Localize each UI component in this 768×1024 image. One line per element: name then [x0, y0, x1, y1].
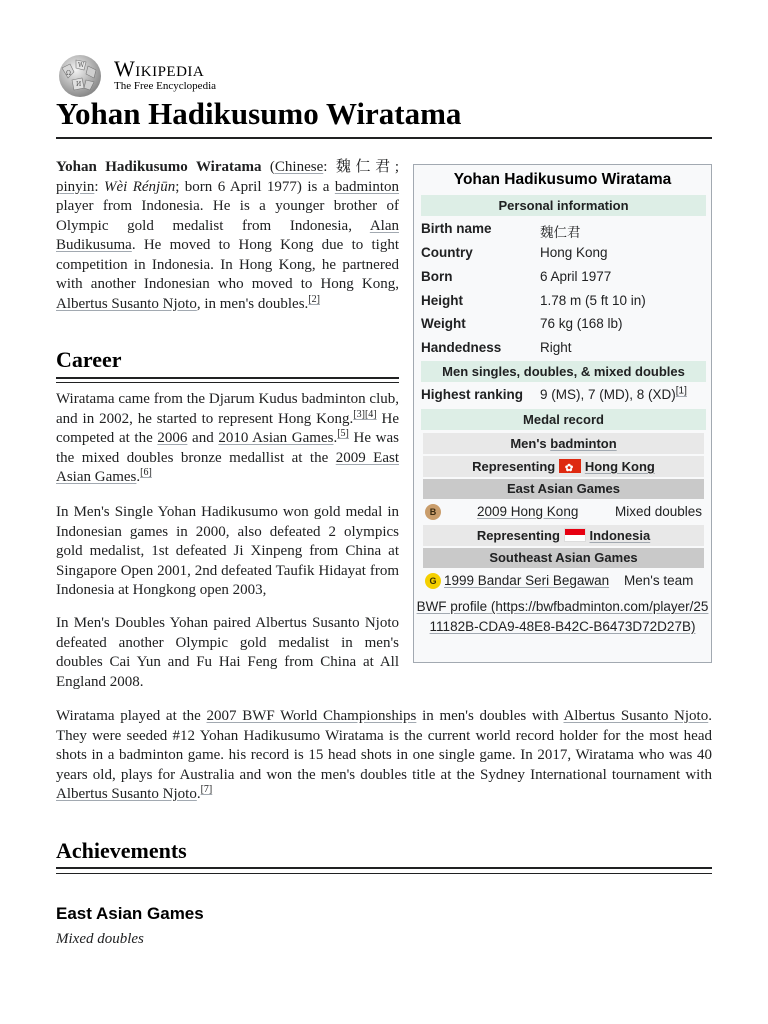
east-asian-games-2009-link[interactable]: 2009 East Asian Games	[56, 449, 399, 485]
infobox-medal-record-section: Medal record	[421, 409, 706, 430]
intro-born-text: ; born 6 April 1977) is a	[175, 178, 335, 195]
medal-category-mens-team: Men's team	[624, 573, 694, 588]
wikipedia-tagline: The Free Encyclopedia	[114, 80, 217, 92]
infobox-personal-section: Personal information	[421, 195, 706, 216]
career-p4-text-1: Wiratama played at the	[56, 708, 207, 724]
bronze-medal-icon: B	[425, 504, 441, 520]
medal-sport-prefix: Men's	[510, 436, 551, 451]
svg-text:W: W	[78, 62, 85, 69]
reference-6[interactable]: [6]	[140, 467, 152, 478]
infobox-label-weight: Weight	[421, 316, 466, 331]
career-text-dot: .	[333, 430, 338, 446]
site-header	[56, 52, 716, 100]
infobox-value-born: 6 April 1977	[540, 269, 612, 284]
rep1-prefix: Representing	[472, 459, 559, 474]
infobox-label-height: Height	[421, 293, 463, 308]
career-paragraph-3: In Men's Doubles Yohan paired Albertus Susanto Njoto defeated another Olympic gold medalist in men's doubles Cai Yun and Fu Hai Feng from China at All England 2008.	[56, 615, 399, 690]
achievements-rule-thin	[56, 873, 712, 874]
infobox-events-section: Men singles, doubles, & mixed doubles	[421, 361, 706, 382]
medal-event-2009-hong-kong-link[interactable]: 2009 Hong Kong	[477, 504, 579, 519]
infobox-value-birth-name: 魏仁君	[540, 225, 581, 240]
reference-4[interactable]: [4]	[364, 408, 377, 420]
infobox-value-ranking	[540, 387, 687, 402]
career-rule	[56, 377, 399, 379]
albertus-njoto-link[interactable]: Albertus Susanto Njoto	[56, 295, 197, 312]
medal-event-1999-bandar-seri-begawan-link[interactable]: 1999 Bandar Seri Begawan	[444, 573, 610, 588]
infobox-label-handedness: Handedness	[421, 340, 502, 355]
bwf-world-championships-2007-link[interactable]: 2007 BWF World Championships	[206, 708, 417, 724]
bwf-profile	[414, 597, 711, 636]
infobox-label-born: Born	[421, 269, 453, 284]
reference-2[interactable]: [2]	[308, 293, 320, 305]
intro-text-3: . He moved to Hong Kong due to tight competition in Indonesia. In Hong Kong, he partnered with another Indonesian who moved to Hong Kong,	[56, 237, 399, 292]
alan-budikusuma-link[interactable]: Alan Budikusuma	[56, 217, 399, 253]
medal-representing-hong-kong	[423, 456, 704, 477]
medal-row-gold	[423, 570, 704, 592]
pinyin-name: Wèi Rénjūn	[103, 178, 176, 195]
career-paragraph-1	[56, 390, 399, 488]
career-p4-text-3: . They were seeded #12 Yohan Hadikusumo Wiratama is the current world record holder for the most head shots in a badminton game. his record is 15 head shots in one single game. In 2017, Wiratama who was 40 years old, plays for Australia and won the men's doubles title at the Sydney International tournament with	[56, 708, 712, 783]
achievements-rule	[56, 867, 712, 869]
reference-3[interactable]: [3]	[353, 408, 365, 420]
infobox-value-country: Hong Kong	[540, 245, 608, 260]
career-paragraph-2: In Men's Single Yohan Hadikusumo won gold medal in Indonesian games in 2000, also defeated 2 olympics gold medalist, 1st defeated Ji Xinpeng from China at Singapore Open 2001, 2nd defeated Taufik Hidayat from Indonesia at Hongkong open 2003,	[56, 504, 399, 598]
svg-text:И: И	[76, 81, 82, 88]
infobox-label-country: Country	[421, 245, 473, 260]
indonesia-flag-icon	[564, 528, 586, 542]
medal-event-southeast-asian-games: Southeast Asian Games	[423, 548, 704, 568]
intro-text-end: , in men's doubles.	[196, 295, 309, 312]
career-heading: Career	[56, 347, 122, 372]
albertus-njoto-link-3[interactable]: Albertus Susanto Njoto	[56, 786, 197, 802]
achievements-heading: Achievements	[56, 838, 187, 863]
infobox-value-handedness: Right	[540, 340, 572, 355]
wikipedia-globe-icon[interactable]	[56, 54, 104, 98]
career-text-and: and	[187, 430, 219, 446]
infobox-value-height: 1.78 m (5 ft 10 in)	[540, 293, 646, 308]
medal-event-east-asian-games: East Asian Games	[423, 479, 704, 499]
infobox-label-birth-name: Birth name	[421, 221, 492, 236]
career-text-dot-2: .	[136, 469, 141, 485]
gold-medal-icon: G	[425, 573, 441, 589]
medal-representing-indonesia	[423, 525, 704, 546]
pinyin-link[interactable]: pinyin	[56, 178, 95, 195]
asian-games-2010-link[interactable]: 2010 Asian Games	[218, 430, 334, 446]
infobox-label-ranking: Highest ranking	[421, 387, 524, 402]
east-asian-games-subheading: East Asian Games	[56, 904, 204, 923]
intro-text-2: player from Indonesia. He is a younger brother of Olympic gold medalist from Indonesia,	[56, 198, 399, 234]
page-title: Yohan Hadikusumo Wiratama	[56, 96, 462, 131]
infobox	[413, 164, 712, 663]
intro-paragraph: Yohan Hadikusumo Wiratama (Chinese: 魏仁君; pinyin: Wèi Rénjūn; born 6 April 1977) is a badminton player from Indonesia. He is a younger brother of Olympic gold medalist from Indonesia, Alan Budikusuma. He moved to Hong Kong due to tight competition in Indonesia. In Hong Kong, he partnered with another Indonesian who moved to Hong Kong, Albertus Susanto Njoto, in men's doubles.[2]	[56, 159, 400, 312]
hong-kong-flag-icon	[559, 459, 581, 473]
infobox-value-weight: 76 kg (168 lb)	[540, 316, 623, 331]
medal-sport-header	[423, 433, 704, 454]
wikipedia-wordmark[interactable]: Wikipedia	[114, 56, 205, 81]
career-paragraph-4	[56, 707, 712, 805]
career-rule-thin	[56, 382, 399, 383]
badminton-link[interactable]: badminton	[334, 178, 400, 195]
medal-category-mixed-doubles: Mixed doubles	[615, 504, 703, 519]
medal-badminton-link[interactable]: badminton	[550, 436, 617, 451]
reference-7[interactable]: [7]	[200, 784, 213, 795]
medal-row-bronze	[423, 501, 704, 523]
chinese-link[interactable]: Chinese	[274, 159, 324, 175]
career-text-3: He was the mixed doubles bronze medallist at the	[56, 430, 399, 466]
title-divider	[56, 137, 712, 139]
infobox-title: Yohan Hadikusumo Wiratama	[453, 171, 672, 188]
career-p4-text-2: in men's doubles with	[416, 708, 564, 724]
reference-5[interactable]: [5]	[337, 428, 349, 439]
intro-name: Yohan Hadikusumo Wiratama	[56, 159, 262, 175]
svg-text:Ω: Ω	[66, 70, 71, 77]
career-text-1: Wiratama came from the Djarum Kudus badminton club, and in 2002, he started to represent Hong Kong.	[56, 391, 399, 427]
indonesia-link[interactable]: Indonesia	[589, 528, 651, 543]
career-text-2: He competed at the	[56, 410, 399, 446]
reference-1[interactable]: [1]	[675, 385, 687, 397]
career-p4-dot: .	[196, 786, 201, 802]
asian-games-2006-link[interactable]: 2006	[157, 430, 188, 446]
hong-kong-link[interactable]: Hong Kong	[584, 459, 655, 474]
mixed-doubles-label: Mixed doubles	[56, 931, 144, 947]
rep2-prefix: Representing	[476, 528, 564, 543]
chinese-name: 魏仁君	[335, 159, 395, 175]
ranking-value-text: 9 (MS), 7 (MD), 8 (XD)	[540, 387, 676, 402]
bwf-profile-link[interactable]: BWF profile (https://bwfbadminton.com/player/2511182B-CDA9-48E8-B42C-B6473D72D27B)	[416, 599, 709, 634]
albertus-njoto-link-2[interactable]: Albertus Susanto Njoto	[563, 708, 709, 724]
